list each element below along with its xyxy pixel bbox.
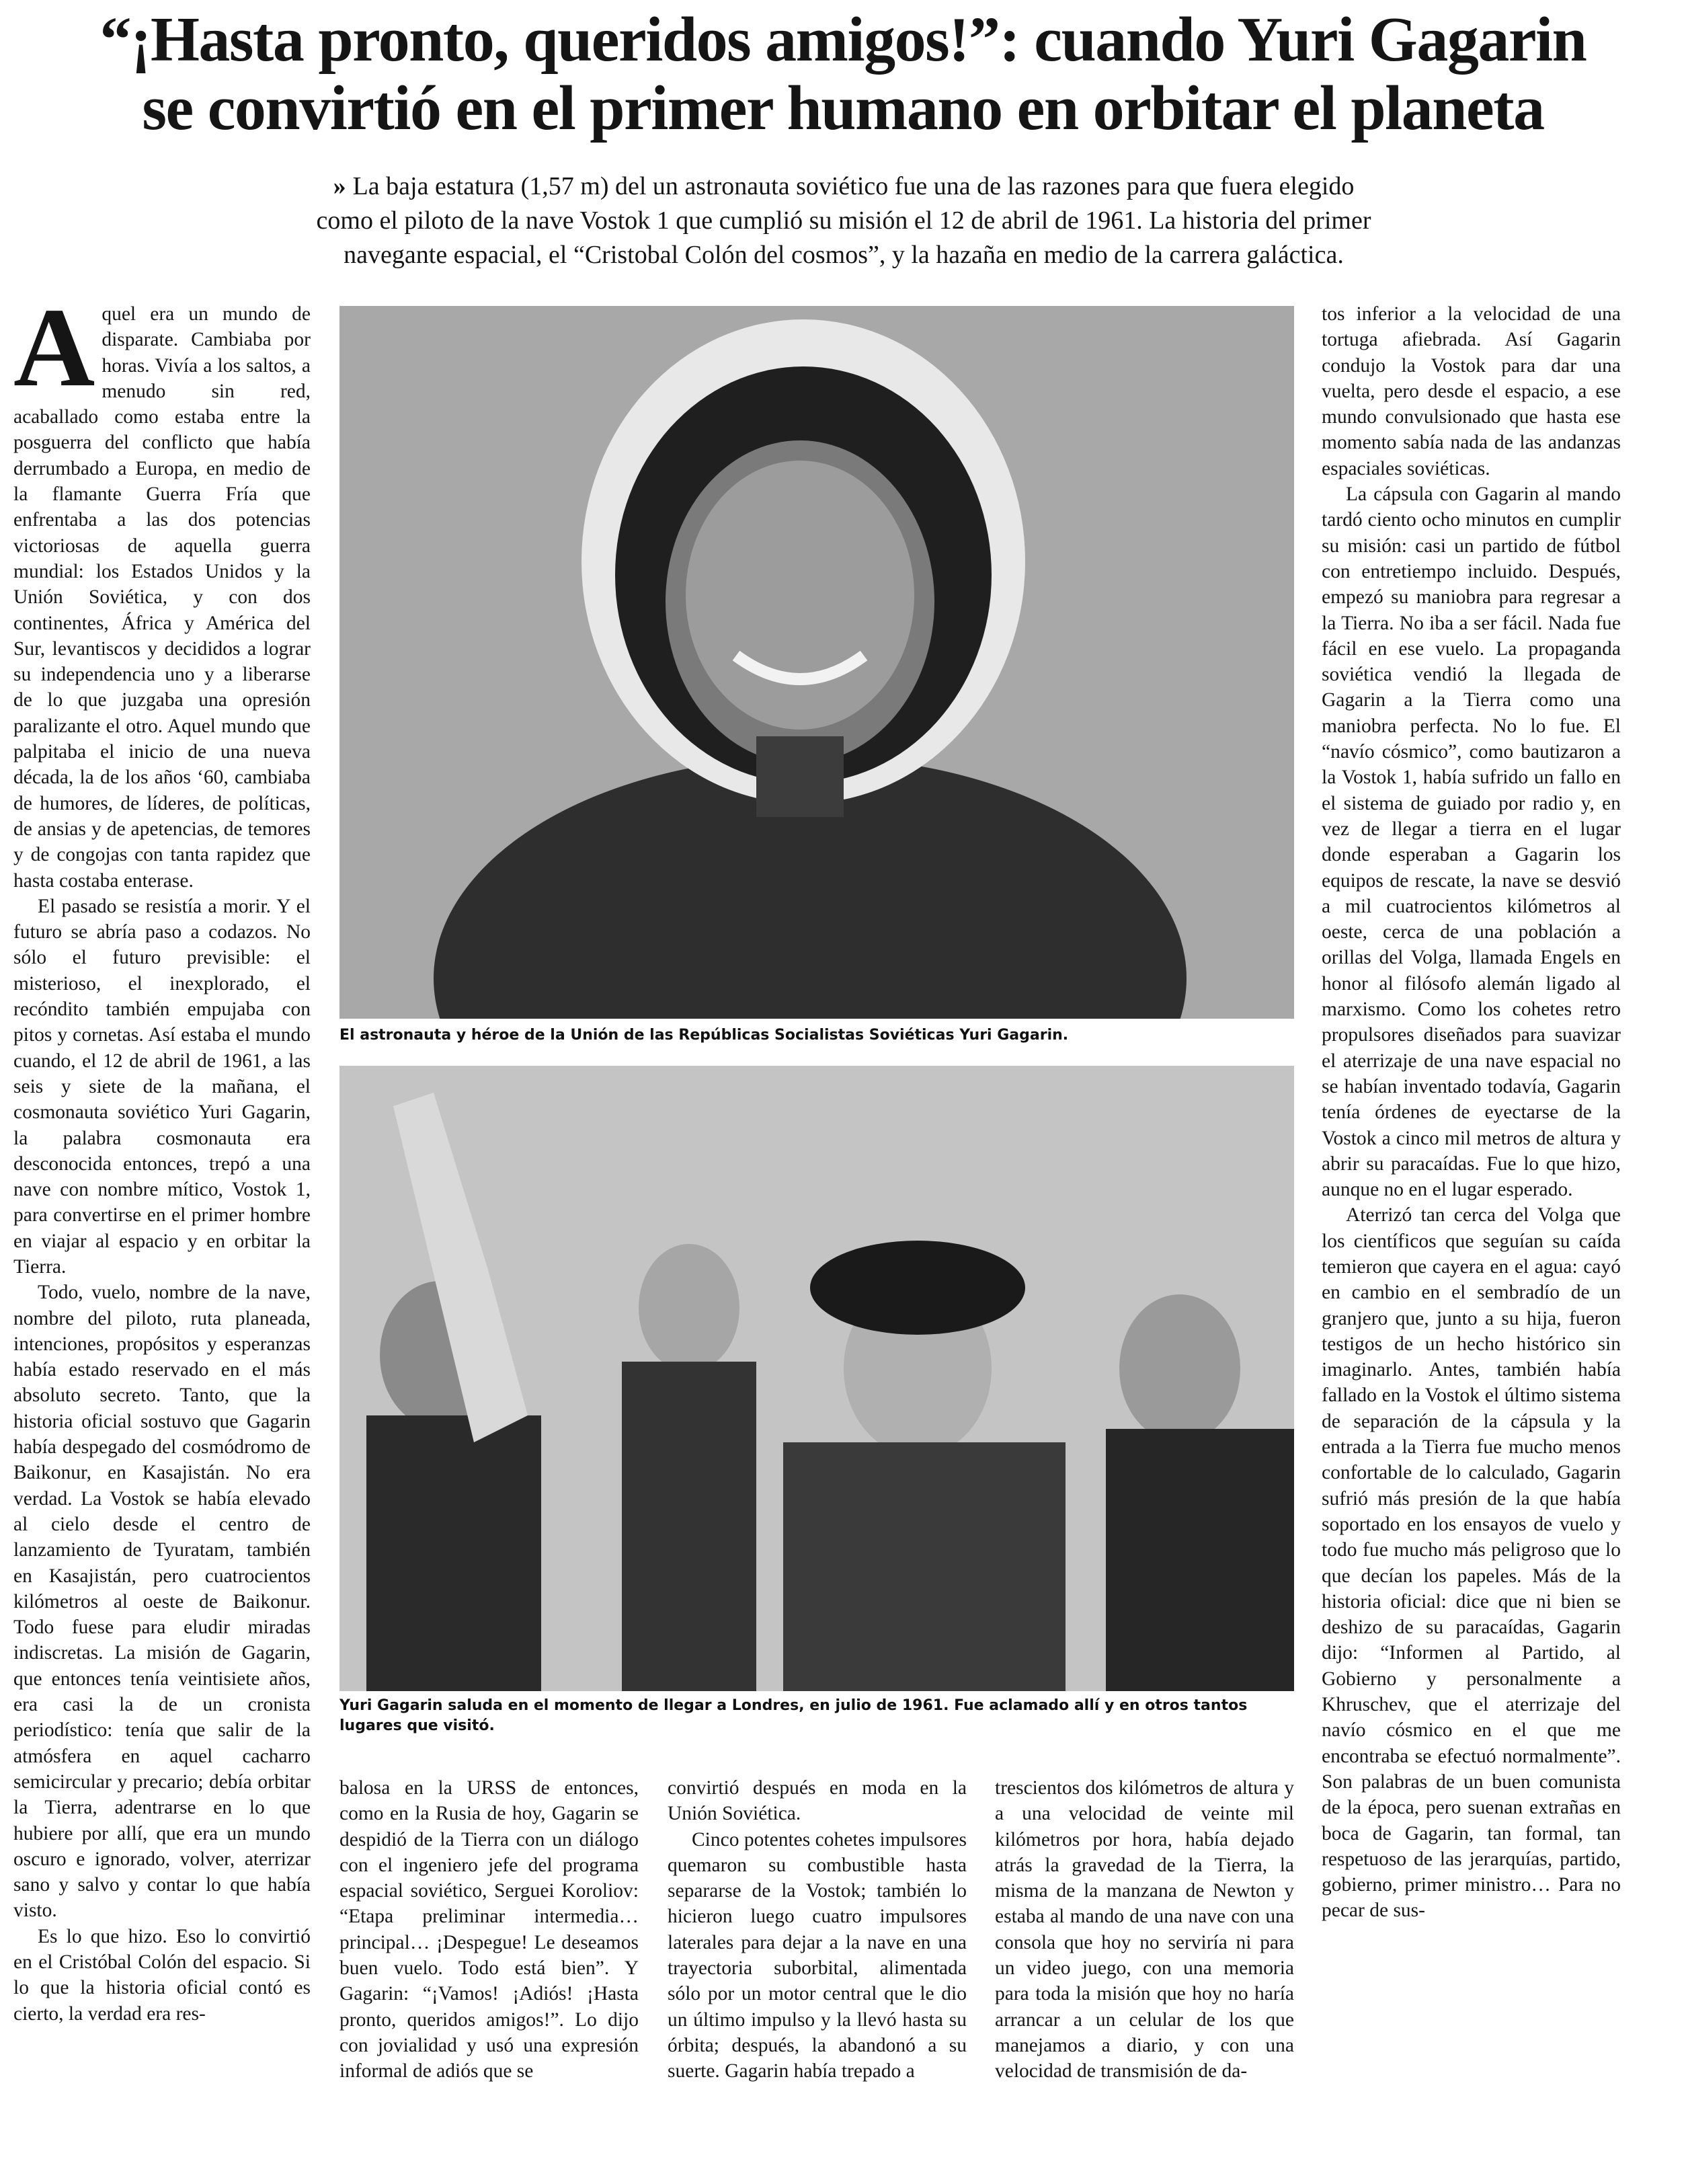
photo-gagarin-helmet [339, 306, 1294, 1019]
body-column-4 [995, 1775, 1294, 2172]
paragraph [13, 301, 311, 894]
deck-line-1-text: La baja estatura (1,57 m) del un astronauta soviético fue una de las razones para que fuera elegido [352, 172, 1355, 200]
drop-cap: A [13, 301, 95, 410]
paragraph: El pasado se resistía a morir. Y el futuro se abría paso a codazos. No sólo el futuro previsible: el misterioso, el inexplorado, el recóndito también empujaba con pitos y cornetas. Así estaba el mundo cuando, el 12 de abril de 1961, a las seis y siete de la mañana, el cosmonauta soviético Yuri Gagarin, la palabra cosmonauta era desconocida entonces, trepó a una nave con nombre mítico, Vostok 1, para convertirse en el primer hombre en viajar al espacio y en orbitar la Tierra. [13, 895, 311, 1278]
body-column-5 [1322, 301, 1621, 2173]
photo-caption-2: Yuri Gagarin saluda en el momento de llegar a Londres, en julio de 1961. Fue aclamado allí y en otros tantos lugares que visitó. [339, 1697, 1248, 1734]
paragraph: balosa en la URSS de entonces, como en la Rusia de hoy, Gagarin se despidió de la Tierra con un diálogo con el ingeniero jefe del programa espacial soviético, Serguei Koroliov: “Etapa preliminar intermedia… principal… ¡Despegue! Le deseamos buen vuelo. Todo está bien”. Y Gagarin: “¡Vamos! ¡Adiós! ¡Hasta pronto, queridos amigos!”. Lo dijo con jovialidad y usó una expresión informal de adiós que se [339, 1777, 639, 2082]
headline [20, 5, 1666, 143]
paragraph-text: quel era un mundo de disparate. Cambiaba por horas. Vivía a los saltos, a menudo sin red, acaballado como estaba entre la posguerra del conflicto que había derrumbado a Europa, en medio de la flamante Guerra Fría que enfrentaba a las dos potencias victoriosas de aquella guerra mundial: los Estados Unidos y la Unión Soviética, y con dos continentes, África y América del Sur, levantiscos y decididos a lograr su independencia uno y a liberarse de lo que juzgaba una opresión paralizante el otro. Aquel mundo que palpitaba el inicio de una nueva década, la de los años ‘60, cambiaba de humores, de líderes, de políticas, de ansias y de apetencias, de temores y de congojas con tanta rapidez que hasta costaba enterase. [13, 303, 311, 892]
paragraph: Es lo que hizo. Eso lo convirtió en el Cristóbal Colón del espacio. Si lo que la historia oficial contó es cierto, la verdad era res- [13, 1925, 311, 2025]
deck-subtitle [168, 169, 1519, 272]
deck-marker-icon: » [333, 172, 346, 200]
body-column-1 [13, 301, 311, 2173]
body-column-3 [668, 1775, 967, 2172]
photo-gagarin-london [339, 1066, 1294, 1691]
deck-line-1 [168, 169, 1519, 204]
paragraph: Todo, vuelo, nombre de la nave, nombre del piloto, ruta planeada, intenciones, propósitos y esperanzas había estado reservado en el más absoluto secreto. Tanto, que la historia oficial sostuvo que Gagarin había despegado del cosmódromo de Baikonur, en Kasajistán. No era verdad. La Vostok se había elevado al cielo desde el centro de lanzamiento de Tyuratam, también en Kasajistán, pero cuatrocientos kilómetros al oeste de Baikonur. Todo fuese para eludir miradas indiscretas. La misión de Gagarin, que entonces tenía veintisiete años, era casi la de un cronista periodístico: tenía que salir de la atmósfera en aquel cacharro semicircular y precario; debía orbitar la Tierra, adentrarse en lo que hubiere por allí, que era un mundo oscuro e ignorado, volver, aterrizar sano y salvo y contar lo que había visto. [13, 1282, 311, 1922]
deck-line-2: como el piloto de la nave Vostok 1 que cumplió su misión el 12 de abril de 1961. La historia del primer [316, 206, 1371, 235]
paragraph: La cápsula con Gagarin al mando tardó ciento ocho minutos en cumplir su misión: casi un partido de fútbol con entretiempo incluido. Después, empezó su maniobra para regresar a la Tierra. No iba a ser fácil. Nada fue fácil en ese vuelo. La propaganda soviética vendió la llegada de Gagarin a la Tierra como una maniobra perfecta. No lo fue. El “navío cósmico”, como bautizaron a la Vostok 1, había sufrido un fallo en el sistema de guiado por radio y, en vez de llegar a tierra en el lugar donde esperaban a Gagarin los equipos de rescate, la nave se desvió a mil cuatrocientos kilómetros al oeste, cerca de una población a orillas del Volga, llamada Engels en honor al filósofo alemán ligado al marxismo. Como los cohetes retro propulsores diseñados para suavizar el aterrizaje de una nave espacial no se habían inventado todavía, Gagarin tenía órdenes de eyectarse de la Vostok a cinco mil metros de altura y abrir su paracaídas. Fue lo que hizo, aunque no en el lugar esperado. [1322, 483, 1621, 1201]
photo-gagarin-helmet-image [339, 306, 1294, 1019]
body-column-2 [339, 1775, 639, 2172]
photo-caption-1: El astronauta y héroe de la Unión de las Repúblicas Socialistas Soviéticas Yuri Gagarin. [339, 1027, 1069, 1044]
deck-line-3: navegante espacial, el “Cristobal Colón del cosmos”, y la hazaña en medio de la carrera galáctica. [344, 241, 1344, 269]
paragraph: trescientos dos kilómetros de altura y a una velocidad de veinte mil kilómetros por hora, había dejado atrás la gravedad de la Tierra, la misma de la manzana de Newton y estaba al mando de una nave con una consola que hoy no serviría ni para un video juego, con una memoria para toda la misión que hoy no haría arrancar a un celular de los que manejamos a diario, y con una velocidad de transmisión de da- [995, 1777, 1294, 2082]
paragraph: Cinco potentes cohetes impulsores quemaron su combustible hasta separarse de la Vostok; también lo hicieron luego cuatro impulsores laterales para dejar a la nave en una trayectoria suborbital, alimentada sólo por un motor central que le dio un último impulso y la llevó hasta su órbita; después, la abandonó a su suerte. Gagarin había trepado a [668, 1828, 967, 2082]
headline-line-2: se convirtió en el primer humano en orbitar el planeta [142, 73, 1544, 143]
paragraph: tos inferior a la velocidad de una tortuga afiebrada. Así Gagarin condujo la Vostok para dar una vuelta, pero desde el espacio, a ese mundo convulsionado que hasta ese momento sabía nada de las andanzas espaciales soviéticas. [1322, 303, 1621, 479]
photo-gagarin-london-image [339, 1066, 1294, 1691]
paragraph: convirtió después en moda en la Unión Soviética. [668, 1777, 967, 1825]
paragraph: Aterrizó tan cerca del Volga que los científicos que seguían su caída temieron que cayera en el agua: cayó en cambio en el sembradío de un granjero que, junto a su hija, fueron testigos de un hecho histórico sin imaginarlo. Antes, también había fallado en la Vostok el último sistema de separación de la cápsula y la entrada a la Tierra fue mucho menos confortable de lo calculado, Gagarin sufrió más presión de la que había soportado en los ensayos de vuelo y todo fue mucho más peligroso que lo que decían los papeles. Más de la historia oficial: dice que ni bien se deshizo de su paracaídas, Gagarin dijo: “Informen al Partido, al Gobierno y personalmente a Khruschev, que el aterrizaje del navío cósmico en el que me encontraba se efectuó normalmente”. Son palabras de un buen comunista de la época, pero suenan extrañas en boca de Gagarin, tan formal, tan respetuoso de las jerarquías, partido, gobierno, primer ministro… Para no pecar de sus- [1322, 1204, 1621, 1922]
headline-line-1: “¡Hasta pronto, queridos amigos!”: cuando Yuri Gagarin [99, 5, 1587, 75]
